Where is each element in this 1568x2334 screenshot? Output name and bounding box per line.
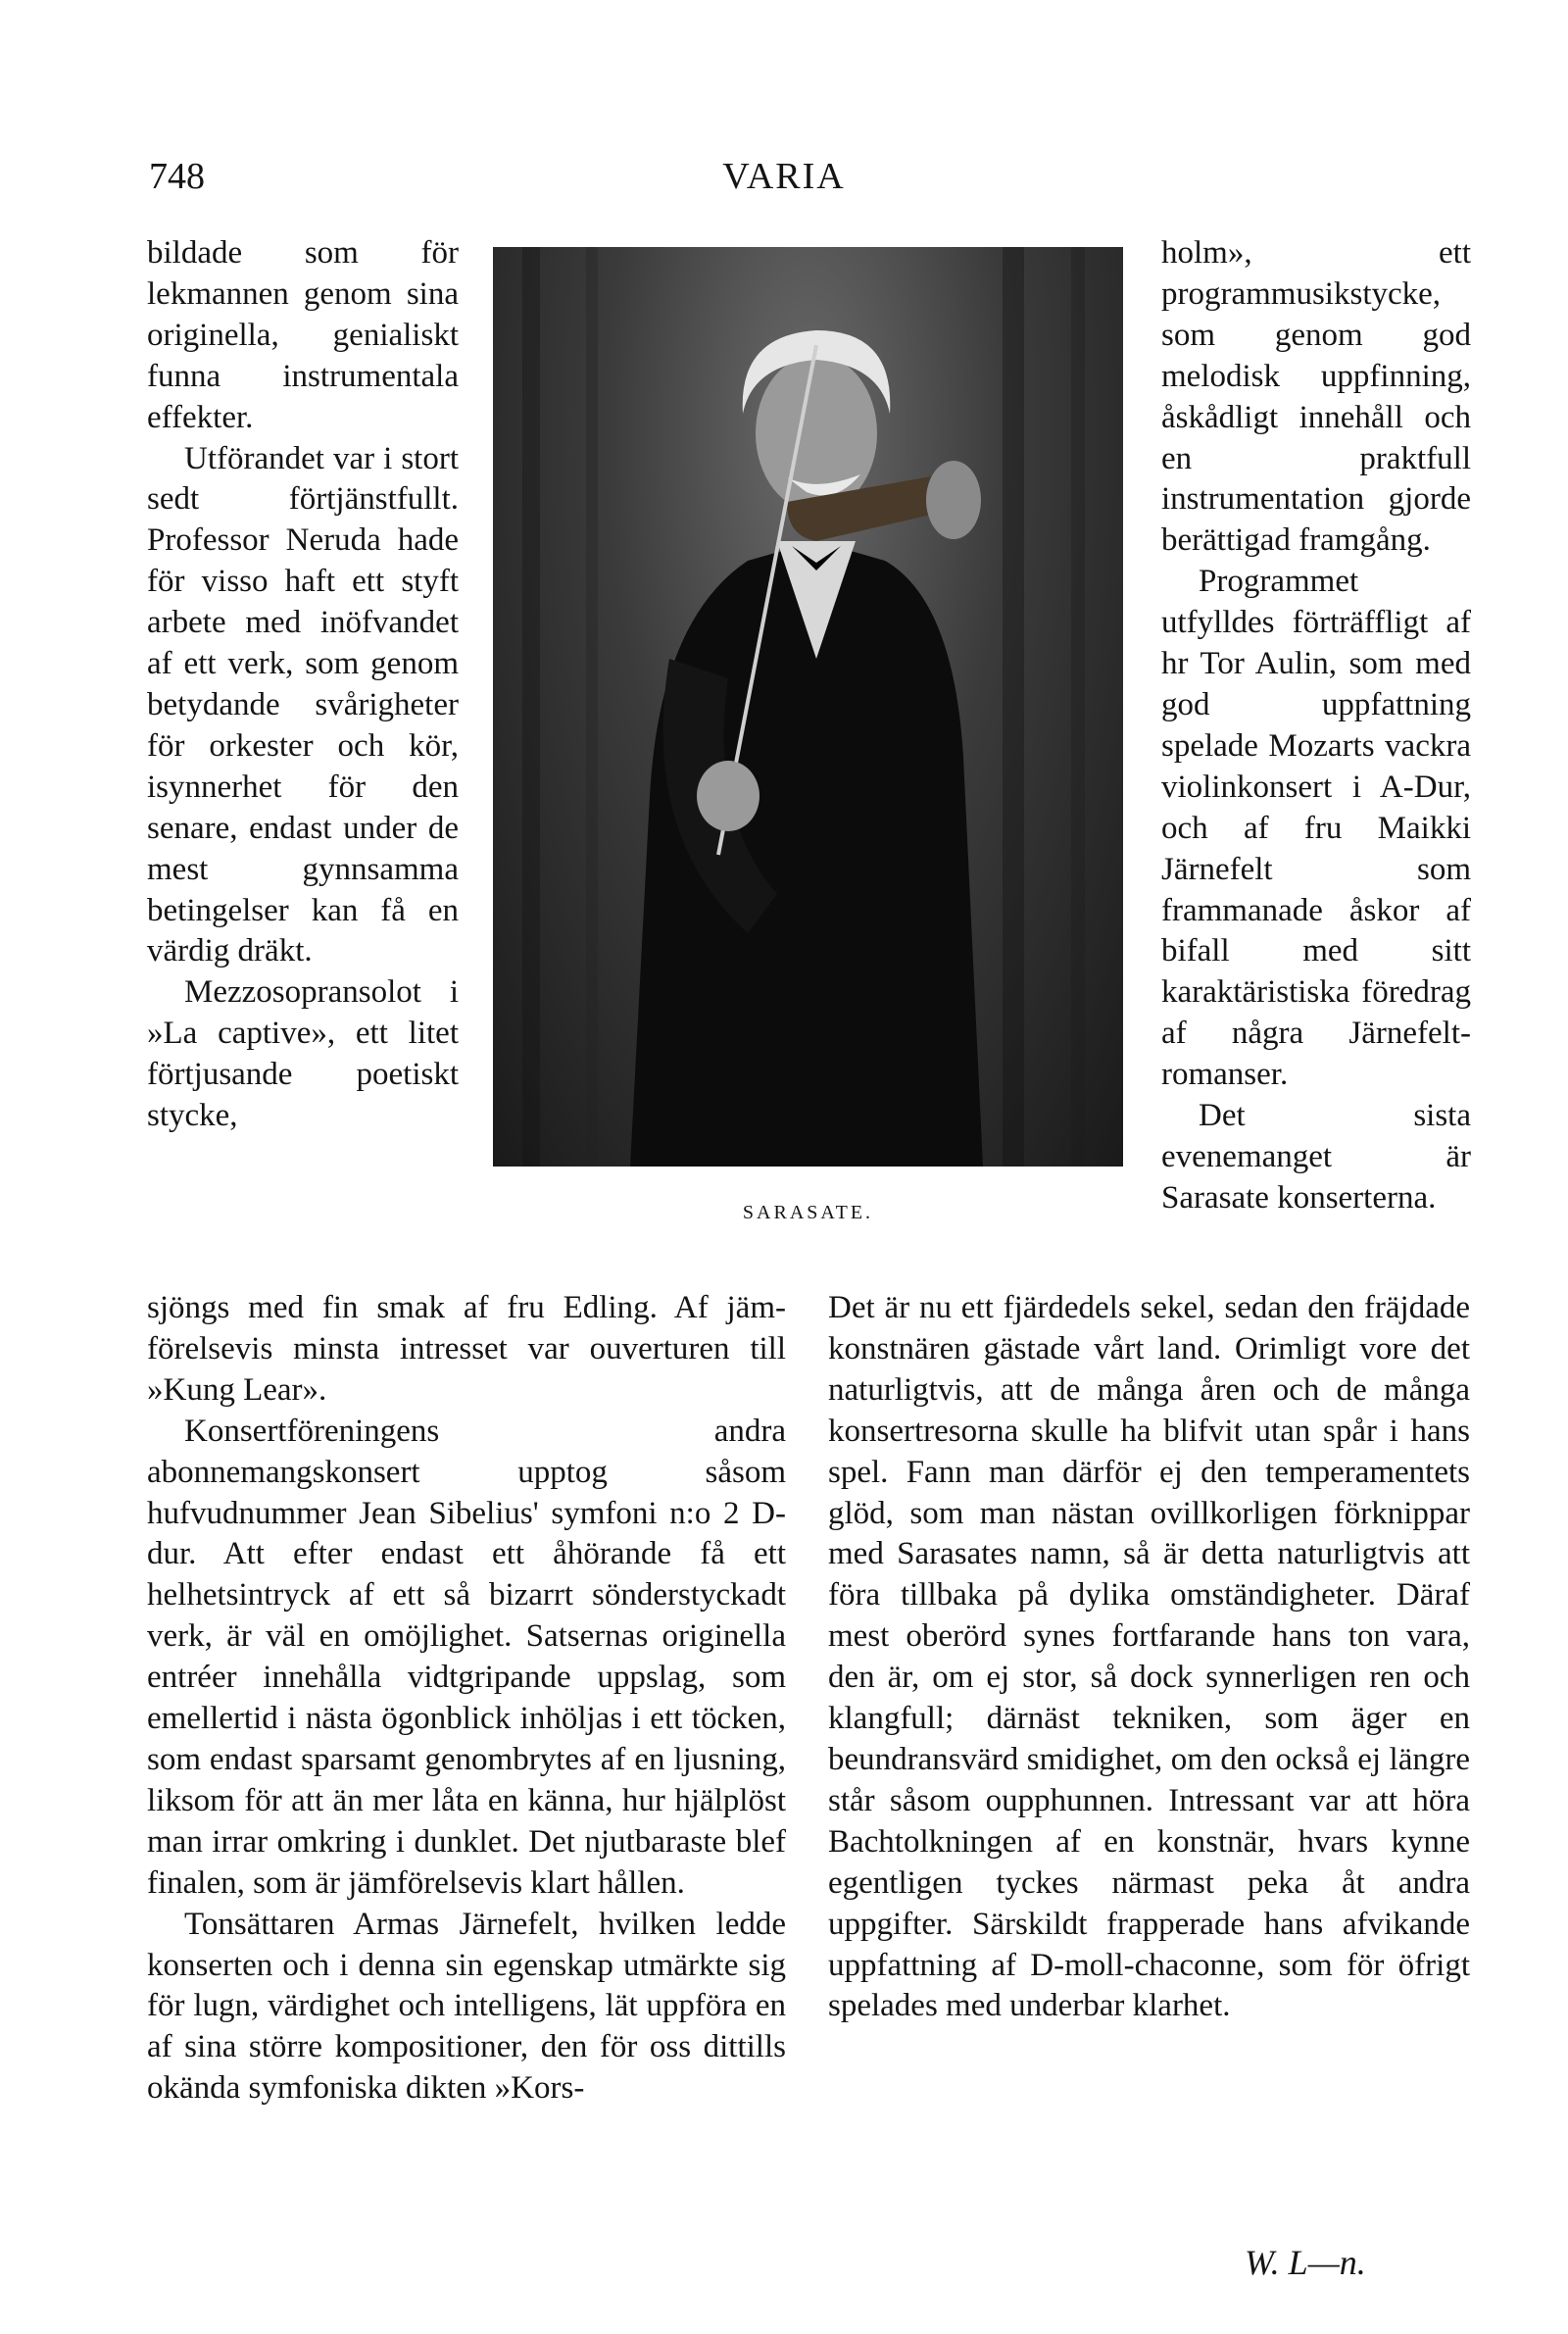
page-number: 748 xyxy=(149,156,205,197)
running-head: VARIA xyxy=(722,156,846,197)
paragraph: Programmet utfylldes förträffligt af hr Tor Aulin, som med god uppfattning spelade Mozarts vackra violinkonsert i A-Dur, och af fru Maikki Järnefelt som frammanade åskor af bifall med sitt karaktäristiska föredrag af några Järnefelt-romanser. xyxy=(1161,564,1471,1093)
paragraph: holm», ett programmusikstycke, som genom god melodisk uppfinning, åskådligt innehåll och en praktfull instrumentation gjorde berättigad framgång. xyxy=(1161,235,1471,559)
paragraph: Tonsättaren Armas Järnefelt, hvilken ledde konserten och i denna sin egenskap utmärkte sig för lugn, värdighet och intelligens, lät uppföra en af sina större kompositioner, den för oss dittills okända symfoniska dikten »Kors- xyxy=(147,1906,786,2107)
sarasate-photograph xyxy=(493,247,1123,1167)
paragraph: Det sista evenemanget är Sarasate konserterna. xyxy=(1161,1098,1471,1216)
paragraph: sjöngs med fin smak af fru Edling. Af jäm- förelsevis minsta intresset var ouverturen till »Kung Lear». xyxy=(147,1290,786,1408)
author-signature: W. L—n. xyxy=(1245,2243,1366,2282)
right-full-column xyxy=(828,1288,1470,2027)
paragraph: Det är nu ett fjärdedels sekel, sedan den fräjdade konstnären gästade vårt land. Orimligt vore det naturligtvis, att de många åren och de många konsertresorna skulle ha blifvit utan spår i hans spel. Fann man därför ej den temperamentets glöd, som man nästan ovillkorligen förknippar med Sarasates namn, så är detta naturligtvis att föra tillbaka på dylika omständigheter. Däraf mest oberörd synes fortfarande hans ton vara, den är, om ej stor, så dock synnerligen ren och klangfull; därnäst tekniken, som äger en beundransvärd smidighet, om den också ej längre står såsom oupphunnen. Intressant var att höra Bachtolkningen af en konstnär, hvars kynne egentligen tyckes närmast peka åt andra uppgifter. Särskildt frapperade hans afvikande uppfattning af D-moll-chaconne, som för öfrigt spelades med underbar klarhet. xyxy=(828,1290,1470,2024)
left-narrow-column xyxy=(147,233,459,1137)
paragraph: Mezzosopransolot i »La captive», ett litet förtjusande poetiskt stycke, xyxy=(147,974,459,1134)
violinist-illustration xyxy=(493,247,1123,1167)
left-full-column xyxy=(147,1288,786,2110)
figure-caption: SARASATE. xyxy=(742,1202,874,1223)
paragraph: bildade som för lekmannen genom sina originella, genialiskt funna instrumentala effekter. xyxy=(147,235,459,435)
paragraph: Konsertföreningens andra abonnemangskonsert upptog såsom hufvudnummer Jean Sibelius' symfoni n:o 2 D-dur. Att efter endast ett åhörande få ett helhetsintryck af ett så bizarrt sönderstyckadt verk, är väl en omöjlighet. Satsernas originella entréer innehålla vidtgripande uppslag, som emellertid i nästa ögonblick inhöljas i ett töcken, som endast sparsamt genombrytes af en ljusning, liksom för att än mer låta en känna, hur hjälplöst man irrar omkring i dunklet. Det njutbaraste blef finalen, som är jämförelsevis klart hållen. xyxy=(147,1413,786,1901)
right-narrow-column xyxy=(1161,233,1471,1219)
paragraph: Utförandet var i stort sedt förtjänstfullt. Professor Neruda hade för visso haft ett styft arbete med inöfvandet af ett verk, som genom betydande svårigheter för orkester och kör, isynnerhet för den senare, endast under de mest gynnsamma betingelser kan få en värdig dräkt. xyxy=(147,440,459,969)
